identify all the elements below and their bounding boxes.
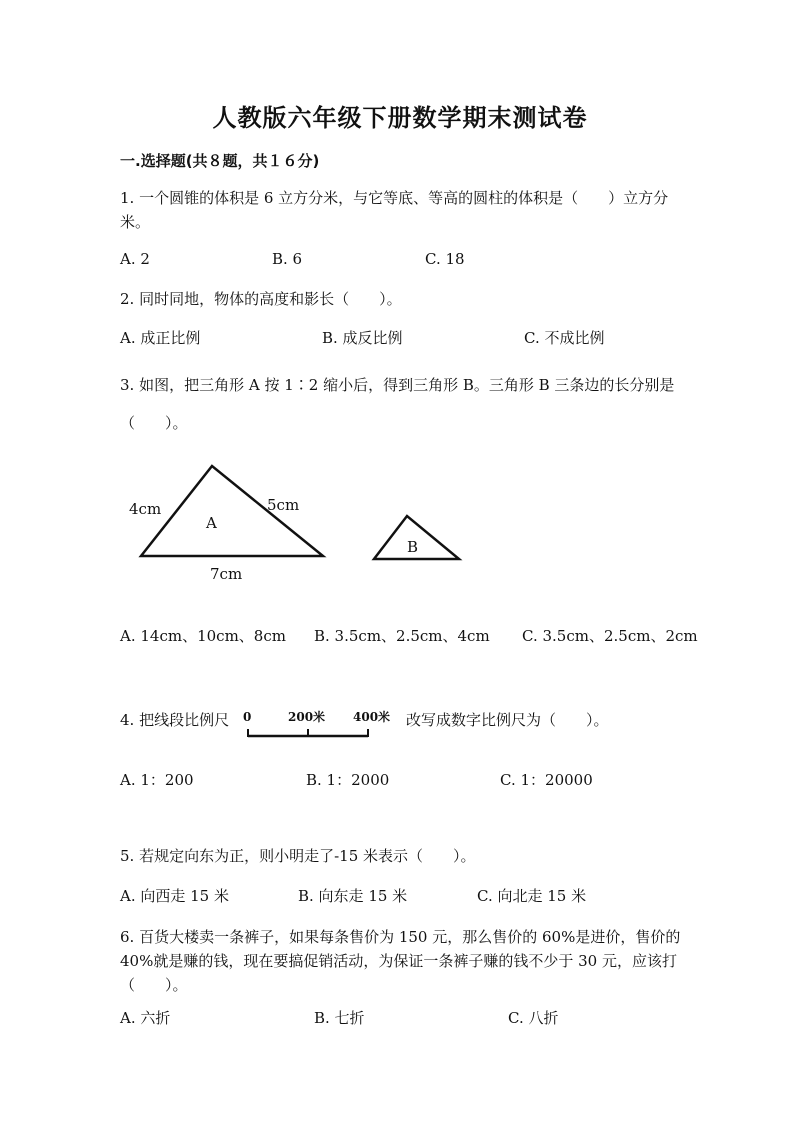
question-2-option-c: C. 不成比例 <box>524 329 605 347</box>
question-1-option-b: B. 6 <box>272 250 303 268</box>
question-4-text-before: 4. 把线段比例尺 <box>120 711 230 729</box>
question-3-option-b: B. 3.5cm、2.5cm、4cm <box>314 627 490 645</box>
scale-bar <box>240 706 390 742</box>
scale-label-0: 0 <box>243 710 252 724</box>
question-1-option-c: C. 18 <box>425 250 465 268</box>
question-2: 2. 同时同地，物体的高度和影长（ ）。 <box>120 290 402 308</box>
section-heading: 一.选择题(共８题，共１６分) <box>120 152 320 170</box>
question-1: 1. 一个圆锥的体积是 6 立方分米，与它等底、等高的圆柱的体积是（ ）立方分米。 <box>120 189 669 231</box>
question-2-option-a: A. 成正比例 <box>120 329 201 347</box>
question-4-option-a: A. 1：200 <box>120 771 194 789</box>
scale-label-400: 400米 <box>353 710 390 724</box>
question-6-option-c: C. 八折 <box>508 1009 559 1027</box>
triangle-a-left-side: 4cm <box>129 500 162 518</box>
question-5-option-a: A. 向西走 15 米 <box>120 887 229 905</box>
question-5: 5. 若规定向东为正，则小明走了-15 米表示（ ）。 <box>120 847 476 865</box>
question-5-option-b: B. 向东走 15 米 <box>298 887 408 905</box>
question-6-option-a: A. 六折 <box>120 1009 171 1027</box>
question-3-option-a: A. 14cm、10cm、8cm <box>120 627 286 645</box>
question-3: 3. 如图，把三角形 A 按 1∶2 缩小后，得到三角形 B。三角形 B 三条边的长分别是（ ）。 <box>120 376 675 432</box>
triangle-a-right-side: 5cm <box>267 496 300 514</box>
question-5-option-c: C. 向北走 15 米 <box>477 887 587 905</box>
triangle-a-base: 7cm <box>210 565 243 583</box>
scale-label-200: 200米 <box>288 710 326 724</box>
question-6: 6. 百货大楼卖一条裤子，如果每条售价为 150 元，那么售价的 60%是进价，售价的 40%就是赚的钱，现在要搞促销活动，为保证一条裤子赚的钱不少于 30 元，应该打（ ）。 <box>120 928 681 994</box>
question-4-option-c: C. 1：20000 <box>500 771 593 789</box>
triangle-figure <box>120 455 480 585</box>
question-6-option-b: B. 七折 <box>314 1009 365 1027</box>
triangle-a-label: A <box>206 514 217 532</box>
page-title: 人教版六年级下册数学期末测试卷 <box>212 104 588 132</box>
question-4-text-after: 改写成数字比例尺为（ ）。 <box>406 711 609 729</box>
question-4-option-b: B. 1：2000 <box>306 771 390 789</box>
question-2-option-b: B. 成反比例 <box>322 329 403 347</box>
triangle-b-label: B <box>407 538 419 556</box>
question-3-option-c: C. 3.5cm、2.5cm、2cm <box>522 627 698 645</box>
question-1-option-a: A. 2 <box>120 250 150 268</box>
